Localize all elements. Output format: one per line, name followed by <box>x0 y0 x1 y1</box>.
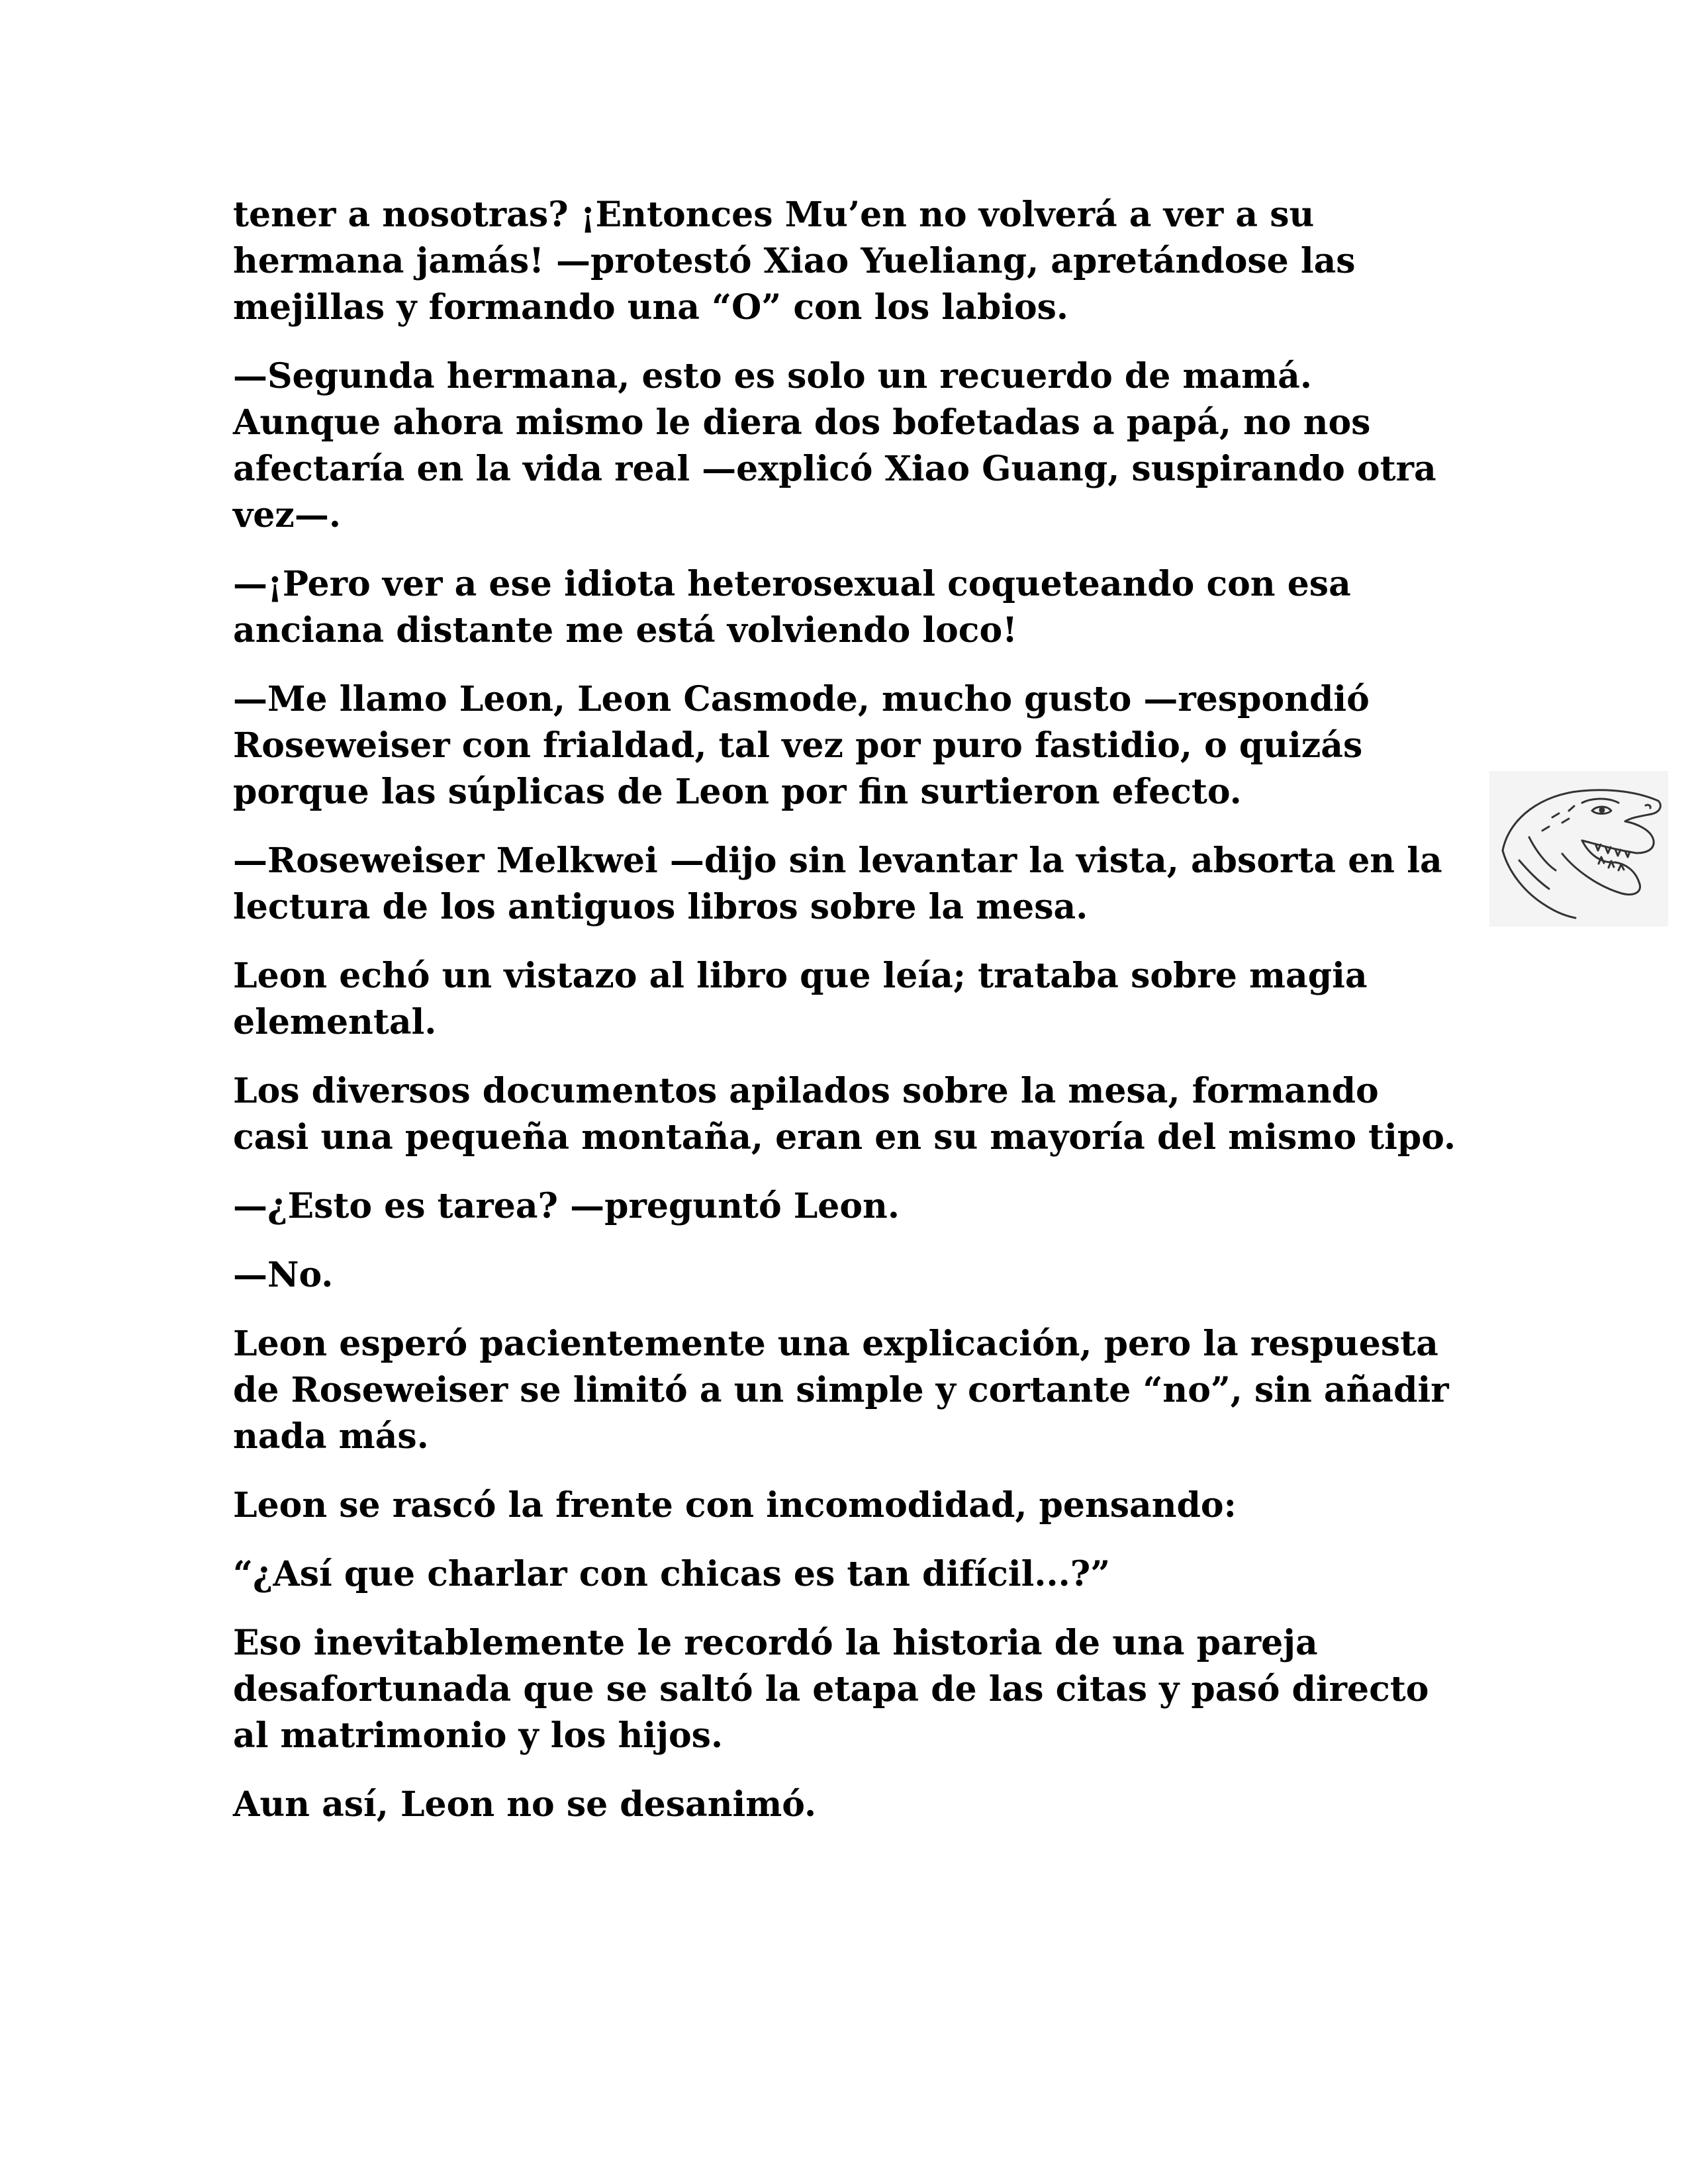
paragraph: —Segunda hermana, esto es solo un recuerdo de mamá. Aunque ahora mismo le diera dos bofetadas a papá, no nos afectaría en la vida real —explicó Xiao Guang, suspirando otra vez—. <box>233 356 1436 535</box>
paragraph: Leon esperó pacientemente una explicación, pero la respuesta de Roseweiser se limitó a un simple y cortante “no”, sin añadir nada más. <box>233 1324 1449 1457</box>
dinosaur-head-sketch-icon <box>1489 771 1668 927</box>
paragraph: Leon se rascó la frente con incomodidad, pensando: <box>233 1485 1237 1525</box>
paragraph: —No. <box>233 1255 334 1295</box>
body-text <box>233 192 1464 1850</box>
paragraph: —Me llamo Leon, Leon Casmode, mucho gusto —respondió Roseweiser con frialdad, tal vez por puro fastidio, o quizás porque las súplicas de Leon por fin surtieron efecto. <box>233 679 1370 812</box>
paragraph: tener a nosotras? ¡Entonces Mu’en no volverá a ver a su hermana jamás! —protestó Xiao Yueliang, apretándose las mejillas y formando una “O” con los labios. <box>233 195 1356 328</box>
paragraph: Leon echó un vistazo al libro que leía; trataba sobre magia elemental. <box>233 956 1368 1042</box>
paragraph: —¡Pero ver a ese idiota heterosexual coqueteando con esa anciana distante me está volviendo loco! <box>233 564 1351 651</box>
paragraph: Los diversos documentos apilados sobre la mesa, formando casi una pequeña montaña, eran en su mayoría del mismo tipo. <box>233 1071 1456 1158</box>
paragraph: Eso inevitablemente le recordó la historia de una pareja desafortunada que se saltó la etapa de las citas y pasó directo al matrimonio y los hijos. <box>233 1623 1429 1756</box>
paragraph: “¿Así que charlar con chicas es tan difícil...?” <box>233 1554 1111 1594</box>
paragraph: —¿Esto es tarea? —preguntó Leon. <box>233 1186 900 1226</box>
paragraph: Aun así, Leon no se desanimó. <box>233 1784 817 1825</box>
paragraph: —Roseweiser Melkwei —dijo sin levantar la vista, absorta en la lectura de los antiguos libros sobre la mesa. <box>233 841 1442 927</box>
